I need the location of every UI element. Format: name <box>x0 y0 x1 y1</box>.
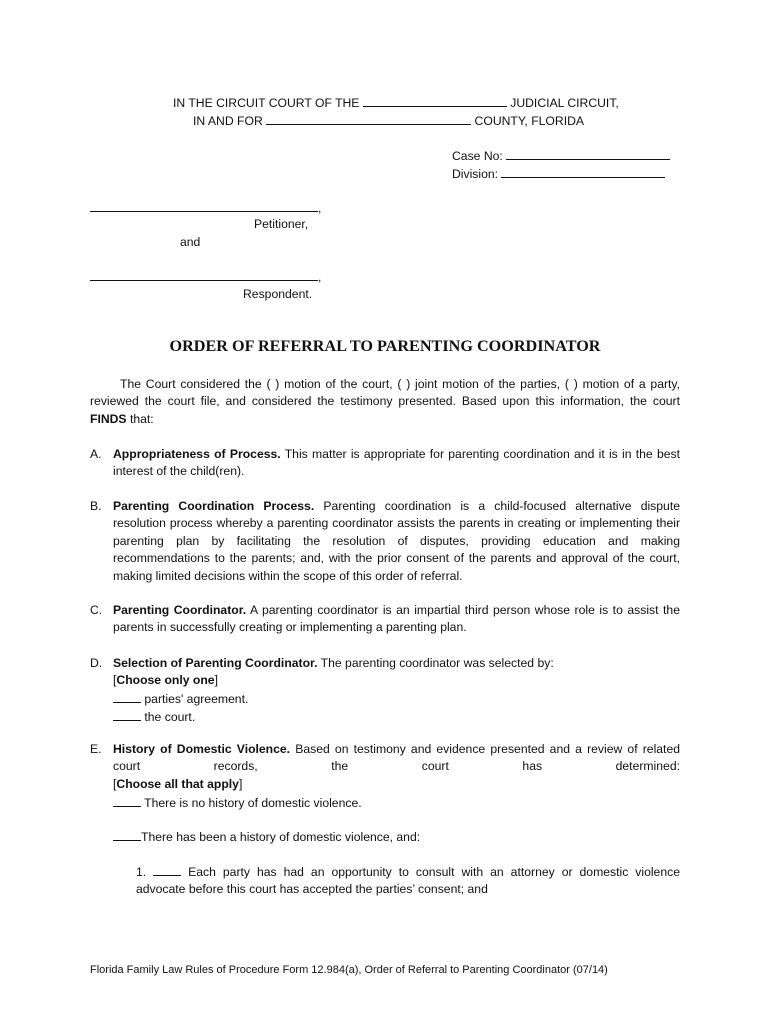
section-d-choose: [Choose only one] <box>113 673 218 688</box>
petitioner-label: Petitioner, <box>254 217 309 231</box>
section-c-text: A parenting coordinator is an impartial third person whose role is to assist the parents in successfully creating or implementing a parenting plan. <box>113 603 680 635</box>
division-label: Division: <box>452 167 499 181</box>
intro-paragraph <box>90 376 680 428</box>
page-title: ORDER OF REFERRAL TO PARENTING COORDINATOR <box>169 337 601 355</box>
section-a-text: This matter is appropriate for parenting coordination and it is in the best interest of the child(ren). <box>113 447 681 479</box>
checkbox-blank[interactable] <box>113 828 141 841</box>
division-blank[interactable] <box>501 165 665 178</box>
item-text-line1: Each party has had an opportunity to consult with an attorney or domestic violence <box>188 865 680 879</box>
section-b-heading: Parenting Coordination Process. <box>113 499 315 513</box>
intro-text: The Court considered the ( ) motion of the court, ( ) joint motion of the parties, ( ) motion of a party, reviewed the court file, and considered the testimony presented. Based upon this information, the court <box>90 377 680 409</box>
section-e-letter: E. <box>90 742 102 756</box>
section-e-option-history: There has been a history of domestic violence, and: <box>113 828 420 846</box>
section-a-heading: Appropriateness of Process. <box>113 447 281 461</box>
section-d-heading: Selection of Parenting Coordinator. <box>113 656 318 670</box>
item-text-line2: advocate before this court has accepted the parties’ consent; and <box>136 882 488 897</box>
section-d-option-agreement: parties' agreement. <box>113 690 680 708</box>
respondent-name-line <box>90 268 321 286</box>
county-prefix: IN AND FOR <box>193 114 263 128</box>
form-footer: Florida Family Law Rules of Procedure Form 12.984(a), Order of Referral to Parenting Coordinator (07/14) <box>90 964 608 976</box>
respondent-blank[interactable] <box>90 268 318 281</box>
court-prefix: IN THE CIRCUIT COURT OF THE <box>173 96 360 110</box>
section-b <box>90 498 680 585</box>
court-line <box>173 94 619 112</box>
section-a <box>90 446 680 481</box>
section-d <box>90 655 680 727</box>
section-b-letter: B. <box>90 499 102 513</box>
checkbox-blank[interactable] <box>153 863 181 876</box>
section-e-item-1 <box>136 863 680 899</box>
item-number: 1. <box>136 865 147 879</box>
section-c-letter: C. <box>90 603 103 617</box>
checkbox-blank[interactable] <box>113 708 141 721</box>
section-e <box>90 741 680 776</box>
checkbox-blank[interactable] <box>113 794 141 807</box>
case-no-label: Case No: <box>452 149 503 163</box>
respondent-comma: , <box>318 270 322 284</box>
section-d-option-court: the court. <box>113 708 680 726</box>
section-e-choose: [Choose all that apply] <box>113 777 243 791</box>
section-e-option-no-history: There is no history of domestic violence. <box>113 794 362 812</box>
division-line <box>452 165 665 183</box>
case-no-blank[interactable] <box>506 147 670 160</box>
section-c <box>90 602 680 637</box>
section-a-letter: A. <box>90 447 102 461</box>
section-c-heading: Parenting Coordinator. <box>113 603 247 617</box>
petitioner-blank[interactable] <box>90 199 318 212</box>
section-e-line1 <box>113 741 680 776</box>
and-label: and <box>180 235 201 249</box>
petitioner-comma: , <box>318 201 322 215</box>
intro-after: that: <box>129 411 154 426</box>
court-suffix: JUDICIAL CIRCUIT, <box>510 96 619 110</box>
checkbox-blank[interactable] <box>113 690 141 703</box>
case-no-line <box>452 147 670 165</box>
county-blank[interactable] <box>266 112 471 125</box>
petitioner-name-line <box>90 199 321 217</box>
section-b-text: Parenting coordination is a child-focused alternative dispute resolution process whereby a parenting coordinator assists the parents in creating or implementing their parenting plan by facilitating the resolution of disputes, providing education and making recommendations to the parents; and, with the prior consent of the parents and approval of the court, making limited decisions within the scope of this order of referral. <box>113 499 680 583</box>
section-d-text: The parenting coordinator was selected by: <box>320 656 554 670</box>
county-suffix: COUNTY, FLORIDA <box>474 114 585 128</box>
intro-finds: FINDS <box>90 411 127 426</box>
section-e-heading: History of Domestic Violence. <box>113 742 291 756</box>
circuit-blank[interactable] <box>363 94 507 107</box>
county-line <box>193 112 584 130</box>
section-e-text: Based on testimony and evidence presented and a review of related court records, the court has determined: <box>113 742 681 774</box>
respondent-label: Respondent. <box>243 287 313 301</box>
section-d-letter: D. <box>90 656 103 670</box>
